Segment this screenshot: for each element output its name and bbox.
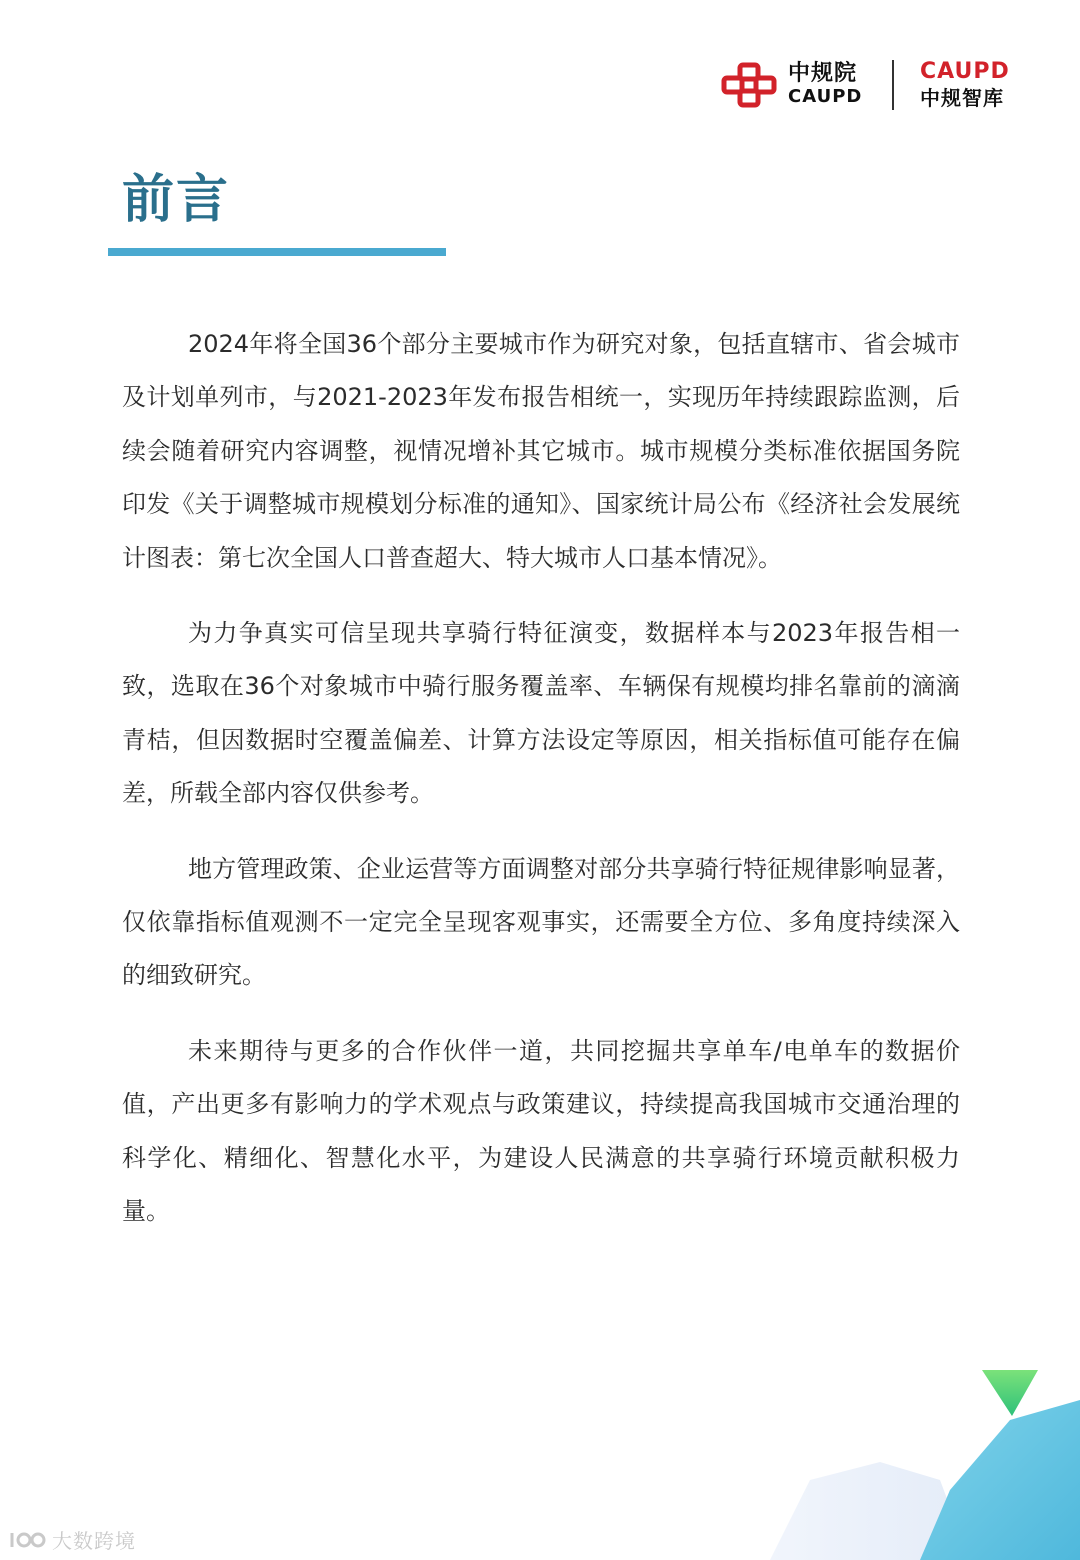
logo-divider <box>892 60 894 110</box>
watermark-logo-icon <box>8 1527 48 1551</box>
page-title: 前言 <box>122 170 231 230</box>
blue-hexagon-shape <box>920 1400 1080 1560</box>
paragraph: 2024年将全国36个部分主要城市作为研究对象，包括直辖市、省会城市及计划单列市，与2021-2023年发布报告相统一，实现历年持续跟踪监测，后续会随着研究内容调整，视情况增补其它城市。城市规模分类标准依据国务院印发《关于调整城市规模划分标准的通知》、国家统计局公布《经济社会发展统计图表：第七次全国人口普查超大、特大城市人口基本情况》。 <box>122 330 960 572</box>
logo-caupd-chinese: 中规院 <box>788 61 858 86</box>
watermark <box>8 1524 136 1554</box>
logo-think-tank-english: CAUPD <box>920 59 1010 84</box>
paragraph: 地方管理政策、企业运营等方面调整对部分共享骑行特征规律影响显著，仅依靠指标值观测不一定完全呈现客观事实，还需要全方位、多角度持续深入的细致研究。 <box>122 854 960 990</box>
green-triangle-shape <box>982 1370 1038 1416</box>
logo-caupd-english: CAUPD <box>788 86 863 107</box>
paragraph: 未来期待与更多的合作伙伴一道，共同挖掘共享单车/电单车的数据价值，产出更多有影响力的学术观点与政策建议，持续提高我国城市交通治理的科学化、精细化、智慧化水平，为建设人民满意的共享骑行环境贡献积极力量。 <box>122 1036 960 1226</box>
paragraph: 为力争真实可信呈现共享骑行特征演变，数据样本与2023年报告相一致，选取在36个对象城市中骑行服务覆盖率、车辆保有规模均排名靠前的滴滴青桔，但因数据时空覆盖偏差、计算方法设定等原因，相关指标值可能存在偏差，所载全部内容仅供参考。 <box>122 619 960 808</box>
preface-body <box>122 318 960 1261</box>
watermark-text: 大数跨境 <box>52 1528 136 1553</box>
caupd-knot-logo-icon <box>720 62 780 108</box>
header-logos <box>720 58 1030 114</box>
logo-think-tank-chinese: 中规智库 <box>920 86 1004 110</box>
corner-decoration <box>720 1370 1080 1560</box>
title-underline <box>108 248 446 256</box>
